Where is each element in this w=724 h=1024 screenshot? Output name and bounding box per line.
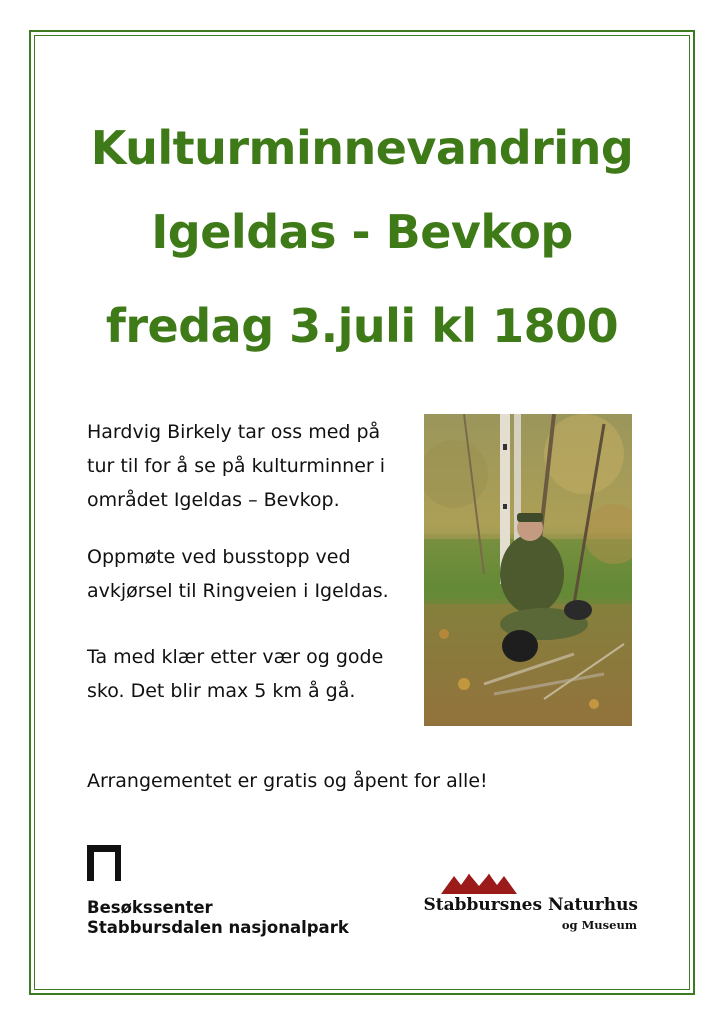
title-line-2: Igeldas - Bevkop: [151, 205, 573, 259]
paragraph-line: sko. Det blir max 5 km å gå.: [87, 680, 356, 702]
paragraph-clothing: [87, 640, 417, 708]
paragraph-line: Ta med klær etter vær og gode: [87, 646, 384, 668]
paragraph-line: Oppmøte ved busstopp ved: [87, 546, 351, 568]
logo-line: Stabbursdalen nasjonalpark: [87, 918, 349, 937]
nasjonalpark-logo-text: [87, 898, 349, 938]
logo-line: Besøkssenter: [87, 898, 213, 917]
paragraph-line: tur til for å se på kulturminner i: [87, 455, 386, 477]
naturhus-logo-subtitle: og Museum: [561, 918, 637, 932]
paragraph-line: avkjørsel til Ringveien i Igeldas.: [87, 580, 389, 602]
paragraph-line: området Igeldas – Bevkop.: [87, 489, 340, 511]
nasjonalpark-logo-icon: [87, 845, 121, 881]
paragraph-meeting-point: [87, 540, 417, 608]
paragraph-free-entry: Arrangementet er gratis og åpent for alle!: [87, 770, 488, 792]
title-line-1: Kulturminnevandring: [90, 121, 634, 175]
title-line-3: fredag 3.juli kl 1800: [105, 299, 619, 353]
naturhus-logo-name: Stabbursnes Naturhus: [423, 895, 638, 915]
photo-man-by-campfire: [424, 414, 632, 726]
paragraph-intro: [87, 415, 417, 517]
paragraph-line: Hardvig Birkely tar oss med på: [87, 421, 381, 443]
naturhus-logo-icon: [441, 872, 517, 894]
